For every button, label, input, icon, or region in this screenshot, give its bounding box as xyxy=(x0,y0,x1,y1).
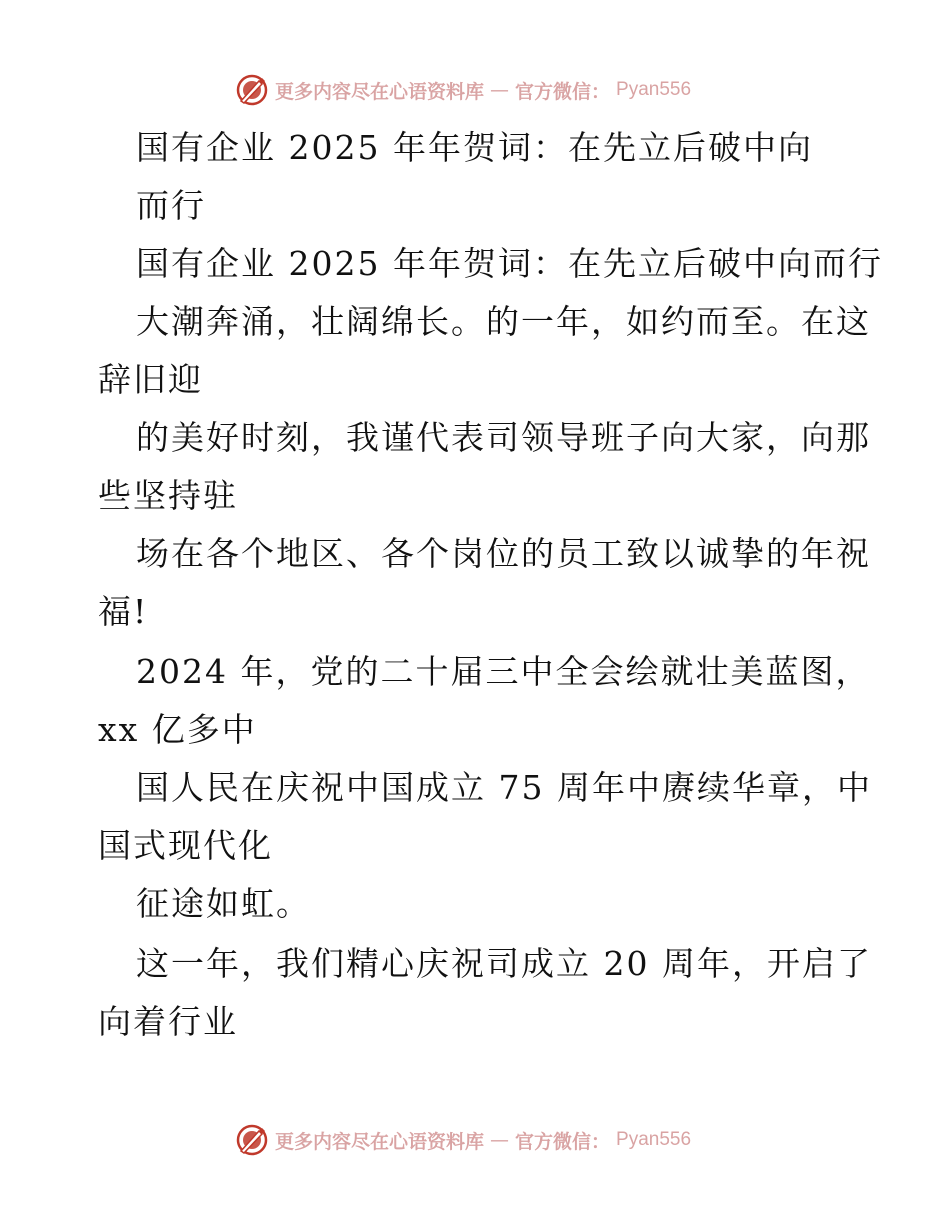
watermark-separator: — xyxy=(490,79,510,101)
watermark-text: 更多内容尽在心语资料库 xyxy=(275,1130,485,1153)
watermark-text: 更多内容尽在心语资料库 xyxy=(275,80,485,103)
doc-line-2: 而行 xyxy=(136,186,206,225)
pen-logo-icon xyxy=(235,1123,269,1157)
doc-line-7: 些坚持驻 xyxy=(98,476,238,515)
doc-line-4: 大潮奔涌，壮阔绵长。的一年，如约而至。在这 xyxy=(136,302,871,341)
watermark-label: 官方微信： xyxy=(515,1130,611,1153)
pen-logo-icon xyxy=(235,73,269,107)
doc-line-16: 向着行业 xyxy=(98,1002,238,1041)
doc-line-15: 这一年，我们精心庆祝司成立 20 周年，开启了 xyxy=(136,944,872,983)
doc-line-8: 场在各个地区、各个岗位的员工致以诚挚的年祝 xyxy=(136,534,871,573)
doc-line-14: 征途如虹。 xyxy=(136,884,311,923)
watermark-id: Pyan556 xyxy=(616,1129,692,1150)
footer-watermark xyxy=(235,1122,691,1158)
doc-line-13: 国式现代化 xyxy=(98,826,273,865)
doc-line-3: 国有企业 2025 年年贺词：在先立后破中向而行 xyxy=(136,244,883,283)
header-watermark xyxy=(235,72,691,108)
doc-line-12: 国人民在庆祝中国成立 75 周年中赓续华章，中 xyxy=(136,768,872,807)
watermark-separator: — xyxy=(490,1129,510,1151)
doc-line-6: 的美好时刻，我谨代表司领导班子向大家，向那 xyxy=(136,418,871,457)
doc-line-10: 2024 年，党的二十届三中全会绘就壮美蓝图， xyxy=(136,652,871,691)
doc-line-1: 国有企业 2025 年年贺词：在先立后破中向 xyxy=(136,128,813,167)
watermark-label: 官方微信： xyxy=(515,80,611,103)
watermark-id: Pyan556 xyxy=(616,79,692,100)
doc-line-9: 福! xyxy=(98,592,149,631)
doc-line-11: xx 亿多中 xyxy=(98,710,257,749)
doc-line-5: 辞旧迎 xyxy=(98,360,203,399)
